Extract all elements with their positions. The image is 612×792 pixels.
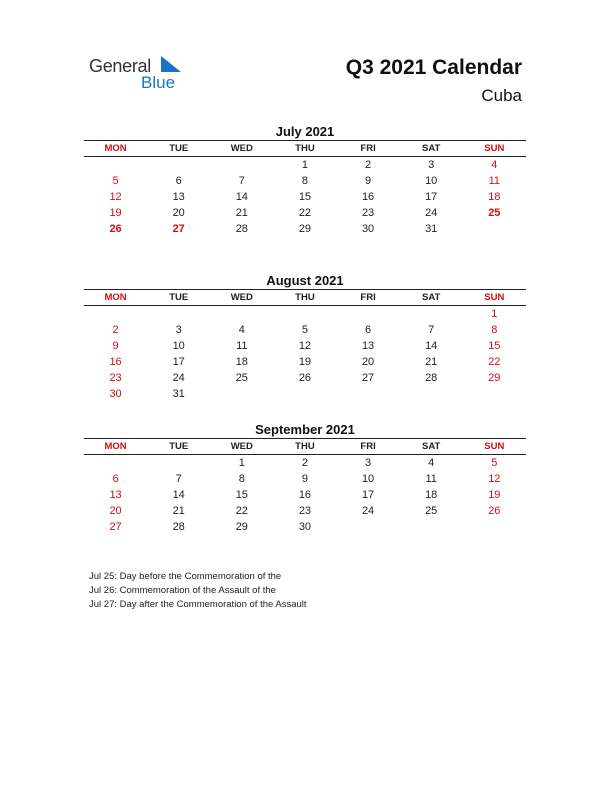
day-cell: 12 [488, 473, 501, 485]
day-cell: 17 [361, 489, 375, 501]
week-row [84, 487, 526, 503]
day-cell: 19 [488, 489, 501, 501]
day-cell: 8 [491, 324, 498, 336]
day-cell: 23 [298, 505, 312, 517]
day-cell: 15 [298, 191, 312, 203]
day-cell: 19 [298, 356, 312, 368]
holiday-note: Jul 27: Day after the Commemoration of the Assault [89, 599, 307, 610]
day-cell: 7 [175, 473, 182, 485]
weekday-label: TUE [169, 143, 189, 154]
day-cell: 8 [301, 175, 308, 187]
day-cell: 4 [491, 159, 498, 171]
week-row [84, 519, 526, 535]
weekday-label: SUN [484, 292, 505, 303]
month-september [84, 422, 526, 535]
weekday-label: FRI [360, 441, 376, 452]
day-cell: 8 [238, 473, 245, 485]
day-cell: 5 [301, 324, 308, 336]
day-cell: 12 [298, 340, 312, 352]
week-row [84, 354, 526, 370]
empty-day-cell [147, 306, 210, 322]
empty-day-cell [210, 157, 273, 173]
day-cell: 5 [491, 457, 498, 469]
empty-day-cell [400, 306, 463, 322]
day-cell: 9 [301, 473, 308, 485]
weekday-label: SUN [484, 441, 505, 452]
weekday-label: MON [104, 143, 127, 154]
day-cell: 20 [172, 207, 185, 219]
week-row [84, 306, 526, 322]
weekday-label: FRI [360, 143, 376, 154]
day-cell: 25 [235, 372, 248, 384]
day-cell: 30 [298, 521, 312, 533]
day-cell: 3 [365, 457, 372, 469]
day-cell: 30 [361, 223, 375, 235]
weekday-label: SAT [422, 441, 441, 452]
day-cell: 7 [428, 324, 435, 336]
week-row [84, 221, 526, 237]
day-cell: 25 [425, 505, 438, 517]
day-cell: 7 [238, 175, 245, 187]
day-cell: 26 [109, 223, 122, 235]
weekday-label: WED [230, 441, 253, 452]
country-name: Cuba [481, 86, 522, 105]
day-cell: 15 [488, 340, 501, 352]
logo-flag-icon [161, 56, 183, 74]
logo-blue-text: Blue [141, 73, 176, 92]
day-cell: 18 [425, 489, 438, 501]
day-cell: 14 [172, 489, 185, 501]
empty-day-cell [337, 306, 400, 322]
day-cell: 10 [361, 473, 375, 485]
day-cell: 11 [425, 473, 437, 485]
day-cell: 3 [175, 324, 182, 336]
week-row [84, 386, 526, 402]
week-row [84, 503, 526, 519]
day-cell: 27 [109, 521, 122, 533]
day-cell: 20 [361, 356, 375, 368]
week-row [84, 455, 526, 471]
day-cell: 22 [488, 356, 501, 368]
holiday-notes [89, 570, 349, 612]
week-row [84, 189, 526, 205]
day-cell: 14 [235, 191, 248, 203]
weekday-label: TUE [169, 441, 189, 452]
month-july [84, 124, 526, 237]
day-cell: 2 [112, 324, 119, 336]
day-cell: 4 [238, 324, 245, 336]
weekday-label: FRI [360, 292, 376, 303]
day-cell: 24 [361, 505, 375, 517]
day-cell: 24 [172, 372, 185, 384]
week-row [84, 173, 526, 189]
day-cell: 1 [238, 457, 245, 469]
day-cell: 26 [488, 505, 501, 517]
empty-day-cell [210, 386, 273, 402]
month-title: July 2021 [275, 124, 335, 139]
day-cell: 31 [172, 388, 185, 400]
weekday-label: MON [104, 441, 127, 452]
day-cell: 17 [172, 356, 185, 368]
day-cell: 15 [235, 489, 248, 501]
day-cell: 18 [235, 356, 248, 368]
week-row [84, 338, 526, 354]
day-cell: 6 [175, 175, 182, 187]
day-cell: 21 [425, 356, 438, 368]
weekday-label: SUN [484, 143, 505, 154]
empty-day-cell [84, 455, 147, 471]
day-cell: 5 [112, 175, 119, 187]
empty-day-cell [337, 386, 400, 402]
holiday-note: Jul 25: Day before the Commemoration of the [89, 571, 282, 582]
month-title: August 2021 [266, 273, 344, 288]
day-cell: 4 [428, 457, 435, 469]
logo-general-text: General [89, 56, 151, 76]
day-cell: 30 [109, 388, 122, 400]
day-cell: 11 [236, 340, 248, 352]
week-row [84, 157, 526, 173]
day-cell: 25 [488, 207, 501, 219]
weekday-label: SAT [422, 292, 441, 303]
month-title: September 2021 [255, 422, 355, 437]
day-cell: 11 [488, 175, 501, 187]
empty-day-cell [84, 157, 147, 173]
day-cell: 26 [298, 372, 312, 384]
weekday-label: THU [295, 292, 315, 303]
empty-day-cell [463, 386, 526, 402]
day-cell: 10 [172, 340, 185, 352]
empty-day-cell [147, 455, 210, 471]
day-cell: 28 [235, 223, 248, 235]
day-cell: 21 [235, 207, 248, 219]
weekday-label: SAT [422, 143, 441, 154]
weekday-header [84, 289, 526, 306]
month-august [84, 273, 526, 402]
day-cell: 14 [425, 340, 438, 352]
day-cell: 17 [425, 191, 438, 203]
week-row [84, 471, 526, 487]
day-cell: 27 [172, 223, 185, 235]
day-cell: 9 [365, 175, 372, 187]
day-cell: 10 [425, 175, 438, 187]
day-cell: 22 [298, 207, 312, 219]
day-cell: 23 [109, 372, 122, 384]
weekday-header [84, 140, 526, 157]
holiday-note: Jul 26: Commemoration of the Assault of the [89, 585, 276, 596]
weekday-label: TUE [169, 292, 189, 303]
day-cell: 6 [112, 473, 119, 485]
day-cell: 16 [298, 489, 312, 501]
empty-day-cell [400, 386, 463, 402]
day-cell: 13 [109, 489, 122, 501]
empty-day-cell [400, 519, 463, 535]
day-cell: 29 [298, 223, 312, 235]
day-cell: 1 [301, 159, 308, 171]
day-cell: 18 [488, 191, 501, 203]
empty-day-cell [84, 306, 147, 322]
week-row [84, 370, 526, 386]
day-cell: 29 [235, 521, 248, 533]
empty-day-cell [463, 221, 526, 237]
generalblue-logo [89, 56, 199, 96]
day-cell: 3 [428, 159, 435, 171]
day-cell: 16 [109, 356, 122, 368]
day-cell: 13 [172, 191, 185, 203]
day-cell: 12 [109, 191, 122, 203]
day-cell: 22 [235, 505, 248, 517]
day-cell: 24 [425, 207, 438, 219]
empty-day-cell [273, 306, 336, 322]
weekday-label: THU [295, 441, 315, 452]
empty-day-cell [273, 386, 336, 402]
day-cell: 13 [361, 340, 375, 352]
empty-day-cell [463, 519, 526, 535]
day-cell: 1 [491, 308, 498, 320]
day-cell: 29 [488, 372, 501, 384]
empty-day-cell [337, 519, 400, 535]
week-row [84, 205, 526, 221]
day-cell: 9 [112, 340, 119, 352]
day-cell: 16 [361, 191, 375, 203]
empty-day-cell [210, 306, 273, 322]
day-cell: 27 [361, 372, 375, 384]
day-cell: 2 [301, 457, 308, 469]
day-cell: 6 [365, 324, 372, 336]
day-cell: 28 [425, 372, 438, 384]
day-cell: 19 [109, 207, 122, 219]
day-cell: 23 [361, 207, 375, 219]
weekday-header [84, 438, 526, 455]
weekday-label: THU [295, 143, 315, 154]
day-cell: 21 [172, 505, 185, 517]
weekday-label: MON [104, 292, 127, 303]
week-row [84, 322, 526, 338]
day-cell: 28 [172, 521, 185, 533]
page-title: Q3 2021 Calendar [345, 56, 522, 79]
empty-day-cell [147, 157, 210, 173]
weekday-label: WED [230, 292, 253, 303]
day-cell: 31 [425, 223, 438, 235]
day-cell: 20 [109, 505, 122, 517]
weekday-label: WED [230, 143, 253, 154]
day-cell: 2 [365, 159, 372, 171]
